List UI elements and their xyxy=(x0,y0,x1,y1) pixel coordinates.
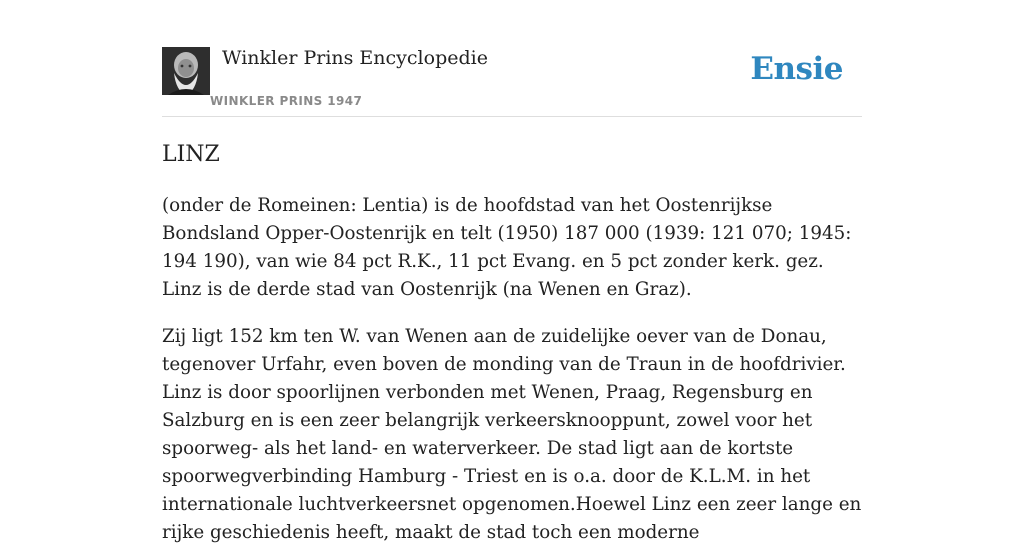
source-name[interactable]: Winkler Prins Encyclopedie xyxy=(222,47,488,69)
article-title: LINZ xyxy=(162,142,220,167)
article-header xyxy=(162,0,862,117)
source-avatar-icon[interactable] xyxy=(162,47,210,95)
article-paragraph-1: (onder de Romeinen: Lentia) is de hoofdstad van het Oostenrijkse Bondsland Opper-Oostenrijk en telt (1950) 187 000 (1939: 121 070; 1945: 194 190), van wie 84 pct R.K., 11 pct Evang. en 5 pct zonder kerk. gez. Linz is de derde stad van Oostenrijk (na Wenen en Graz). xyxy=(162,195,852,300)
article-paragraph-2: Zij ligt 152 km ten W. van Wenen aan de zuidelijke oever van de Donau, tegenover Urfahr, even boven de monding van de Traun in de hoofdrivier. Linz is door spoorlijnen verbonden met Wenen, Praag, Regensburg en Salzburg en is een zeer belangrijk verkeersknooppunt, zowel voor het spoorweg- als het land- en waterverkeer. De stad ligt aan de kortste spoorwegverbinding Hamburg - Triest en is o.a. door de K.L.M. in het internationale luchtverkeersnet opgenomen.Hoewel Linz een zeer lange en rijke geschiedenis heeft, maakt de stad toch een moderne xyxy=(162,326,862,543)
article-container xyxy=(162,0,862,543)
ensie-logo[interactable]: Ensie xyxy=(750,51,843,87)
source-subtitle[interactable]: WINKLER PRINS 1947 xyxy=(210,94,363,108)
